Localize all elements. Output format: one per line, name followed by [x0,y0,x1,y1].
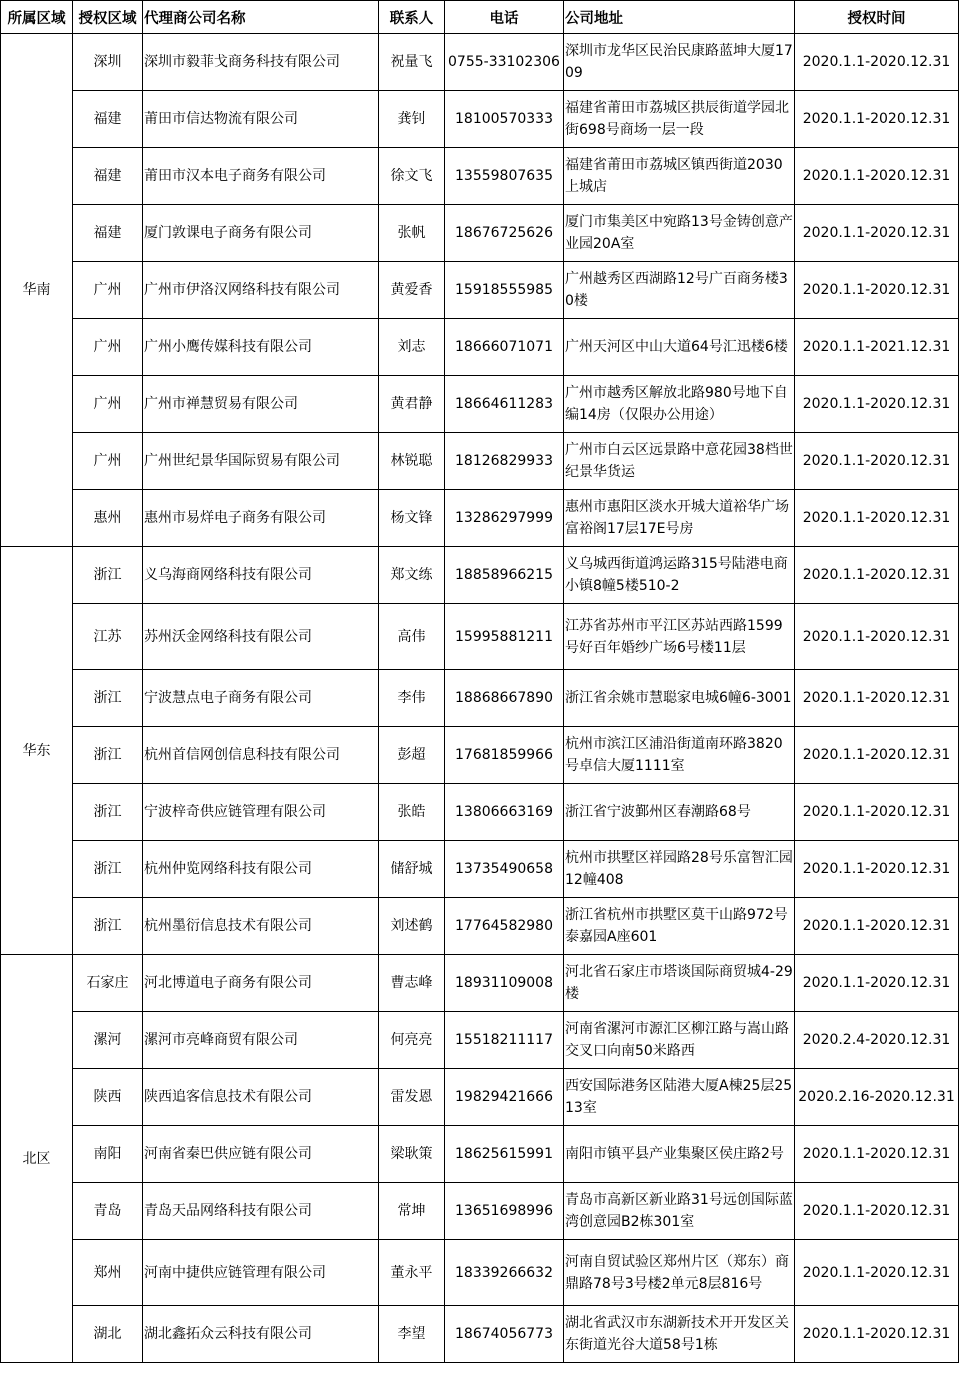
table-row [1,1183,959,1240]
cell-area: 浙江 [73,784,143,841]
cell-company: 广州小鹰传媒科技有限公司 [143,319,379,376]
cell-address: 福建省莆田市荔城区镇西街道2030上城店 [564,148,795,205]
cell-company: 宁波慧点电子商务有限公司 [143,670,379,727]
cell-area: 湖北 [73,1306,143,1363]
cell-contact: 李伟 [379,670,445,727]
table-row [1,1306,959,1363]
cell-area: 青岛 [73,1183,143,1240]
cell-region: 华南 [1,34,73,547]
cell-address: 浙江省宁波鄞州区春潮路68号 [564,784,795,841]
cell-company: 湖北鑫拓众云科技有限公司 [143,1306,379,1363]
table-row [1,670,959,727]
cell-period: 2020.1.1-2020.12.31 [795,91,959,148]
cell-contact: 郑文练 [379,547,445,604]
table-row [1,727,959,784]
cell-contact: 黄爱香 [379,262,445,319]
cell-address: 浙江省余姚市慧聪家电城6幢6-3001 [564,670,795,727]
cell-area: 广州 [73,262,143,319]
cell-contact: 董永平 [379,1240,445,1306]
cell-period: 2020.1.1-2020.12.31 [795,1240,959,1306]
cell-address: 杭州市滨江区浦沿街道南环路3820号卓信大厦1111室 [564,727,795,784]
cell-company: 青岛天品网络科技有限公司 [143,1183,379,1240]
cell-region: 北区 [1,955,73,1363]
cell-phone: 18676725626 [445,205,564,262]
cell-address: 河南自贸试验区郑州片区（郑东）商鼎路78号3号楼2单元8层816号 [564,1240,795,1306]
cell-address: 湖北省武汉市东湖新技术开开发区关东街道光谷大道58号1栋 [564,1306,795,1363]
cell-address: 河北省石家庄市塔谈国际商贸城4-29楼 [564,955,795,1012]
cell-phone: 13559807635 [445,148,564,205]
table-row [1,784,959,841]
cell-contact: 彭超 [379,727,445,784]
cell-period: 2020.1.1-2020.12.31 [795,1183,959,1240]
cell-period: 2020.1.1-2020.12.31 [795,433,959,490]
table-row [1,1126,959,1183]
cell-phone: 18931109008 [445,955,564,1012]
cell-address: 浙江省杭州市拱墅区莫干山路972号泰嘉园A座601 [564,898,795,955]
cell-area: 郑州 [73,1240,143,1306]
cell-contact: 高伟 [379,604,445,670]
cell-phone: 17681859966 [445,727,564,784]
cell-company: 惠州市易烊电子商务有限公司 [143,490,379,547]
cell-contact: 徐文飞 [379,148,445,205]
table-row [1,1069,959,1126]
table-row [1,898,959,955]
cell-period: 2020.1.1-2020.12.31 [795,376,959,433]
cell-contact: 李望 [379,1306,445,1363]
cell-address: 深圳市龙华区民治民康路蓝坤大厦1709 [564,34,795,91]
cell-area: 深圳 [73,34,143,91]
cell-company: 义乌海商网络科技有限公司 [143,547,379,604]
table-row [1,604,959,670]
cell-phone: 15518211117 [445,1012,564,1069]
table-row [1,376,959,433]
cell-contact: 储舒城 [379,841,445,898]
cell-period: 2020.1.1-2020.12.31 [795,490,959,547]
header-row [1,1,959,34]
cell-phone: 0755-33102306 [445,34,564,91]
table-row [1,1012,959,1069]
cell-company: 苏州沃金网络科技有限公司 [143,604,379,670]
cell-period: 2020.1.1-2020.12.31 [795,1126,959,1183]
cell-period: 2020.1.1-2020.12.31 [795,604,959,670]
cell-period: 2020.1.1-2020.12.31 [795,205,959,262]
cell-company: 莆田市汉本电子商务有限公司 [143,148,379,205]
header-region: 所属区域 [1,1,73,34]
cell-area: 广州 [73,319,143,376]
cell-contact: 刘志 [379,319,445,376]
cell-company: 漯河市亮峰商贸有限公司 [143,1012,379,1069]
cell-area: 南阳 [73,1126,143,1183]
cell-area: 广州 [73,433,143,490]
cell-area: 浙江 [73,670,143,727]
header-contact: 联系人 [379,1,445,34]
table-row [1,547,959,604]
cell-period: 2020.1.1-2020.12.31 [795,148,959,205]
cell-address: 义乌城西街道鸿运路315号陆港电商小镇8幢5楼510-2 [564,547,795,604]
table-row [1,262,959,319]
cell-company: 杭州首信网创信息科技有限公司 [143,727,379,784]
cell-company: 宁波梓奇供应链管理有限公司 [143,784,379,841]
cell-phone: 13806663169 [445,784,564,841]
header-area: 授权区域 [73,1,143,34]
cell-address: 南阳市镇平县产业集聚区侯庄路2号 [564,1126,795,1183]
cell-phone: 18100570333 [445,91,564,148]
cell-period: 2020.1.1-2020.12.31 [795,262,959,319]
cell-phone: 17764582980 [445,898,564,955]
cell-company: 河北博道电子商务有限公司 [143,955,379,1012]
cell-area: 陕西 [73,1069,143,1126]
cell-phone: 18674056773 [445,1306,564,1363]
cell-period: 2020.1.1-2020.12.31 [795,670,959,727]
header-company: 代理商公司名称 [143,1,379,34]
cell-phone: 18339266632 [445,1240,564,1306]
cell-area: 浙江 [73,841,143,898]
table-body [1,34,959,1363]
cell-phone: 13286297999 [445,490,564,547]
table-row [1,433,959,490]
cell-phone: 19829421666 [445,1069,564,1126]
table-row [1,91,959,148]
cell-company: 河南中捷供应链管理有限公司 [143,1240,379,1306]
cell-address: 福建省莆田市荔城区拱辰街道学园北街698号商场一层一段 [564,91,795,148]
cell-area: 福建 [73,205,143,262]
cell-company: 杭州仲览网络科技有限公司 [143,841,379,898]
cell-area: 浙江 [73,727,143,784]
cell-period: 2020.1.1-2020.12.31 [795,898,959,955]
cell-contact: 祝量飞 [379,34,445,91]
cell-phone: 15918555985 [445,262,564,319]
table-row [1,490,959,547]
cell-company: 莆田市信达物流有限公司 [143,91,379,148]
cell-address: 河南省漯河市源汇区柳江路与嵩山路交叉口向南50米路西 [564,1012,795,1069]
cell-phone: 18664611283 [445,376,564,433]
cell-period: 2020.1.1-2020.12.31 [795,34,959,91]
cell-company: 河南省秦巴供应链有限公司 [143,1126,379,1183]
cell-contact: 何亮亮 [379,1012,445,1069]
table-row [1,205,959,262]
cell-contact: 林锐聪 [379,433,445,490]
cell-company: 陕西追客信息技术有限公司 [143,1069,379,1126]
cell-contact: 雷发恩 [379,1069,445,1126]
table-row [1,1240,959,1306]
cell-area: 福建 [73,148,143,205]
cell-contact: 梁耿策 [379,1126,445,1183]
cell-contact: 张帆 [379,205,445,262]
cell-phone: 13651698996 [445,1183,564,1240]
cell-contact: 刘述鹤 [379,898,445,955]
cell-area: 石家庄 [73,955,143,1012]
cell-region: 华东 [1,547,73,955]
cell-period: 2020.1.1-2020.12.31 [795,841,959,898]
cell-contact: 张皓 [379,784,445,841]
cell-area: 惠州 [73,490,143,547]
cell-period: 2020.1.1-2020.12.31 [795,727,959,784]
cell-phone: 18858966215 [445,547,564,604]
cell-address: 西安国际港务区陆港大厦A棟25层2513室 [564,1069,795,1126]
table-row [1,319,959,376]
cell-contact: 曹志峰 [379,955,445,1012]
cell-area: 漯河 [73,1012,143,1069]
cell-address: 广州越秀区西湖路12号广百商务楼30楼 [564,262,795,319]
cell-area: 浙江 [73,898,143,955]
cell-company: 厦门敦课电子商务有限公司 [143,205,379,262]
table-row [1,34,959,91]
cell-area: 江苏 [73,604,143,670]
cell-period: 2020.2.16-2020.12.31 [795,1069,959,1126]
cell-contact: 常坤 [379,1183,445,1240]
cell-contact: 龚钊 [379,91,445,148]
cell-phone: 15995881211 [445,604,564,670]
header-phone: 电话 [445,1,564,34]
cell-period: 2020.1.1-2020.12.31 [795,547,959,604]
cell-area: 福建 [73,91,143,148]
cell-phone: 18666071071 [445,319,564,376]
cell-address: 广州市越秀区解放北路980号地下自编14房（仅限办公用途） [564,376,795,433]
cell-phone: 18625615991 [445,1126,564,1183]
cell-period: 2020.1.1-2020.12.31 [795,955,959,1012]
cell-address: 青岛市高新区新业路31号远创国际蓝湾创意园B2栋301室 [564,1183,795,1240]
cell-period: 2020.1.1-2021.12.31 [795,319,959,376]
cell-company: 杭州墨衍信息技术有限公司 [143,898,379,955]
cell-company: 广州市伊洛汉网络科技有限公司 [143,262,379,319]
table-row [1,148,959,205]
cell-company: 广州世纪景华国际贸易有限公司 [143,433,379,490]
table-row [1,841,959,898]
table-row [1,955,959,1012]
cell-period: 2020.1.1-2020.12.31 [795,1306,959,1363]
cell-area: 广州 [73,376,143,433]
cell-address: 厦门市集美区中宛路13号金铸创意产业园20A室 [564,205,795,262]
cell-phone: 18868667890 [445,670,564,727]
cell-period: 2020.2.4-2020.12.31 [795,1012,959,1069]
cell-address: 惠州市惠阳区淡水开城大道裕华广场富裕阁17层17E号房 [564,490,795,547]
cell-address: 广州天河区中山大道64号汇迅楼6楼 [564,319,795,376]
header-address: 公司地址 [564,1,795,34]
cell-company: 广州市禅慧贸易有限公司 [143,376,379,433]
cell-area: 浙江 [73,547,143,604]
cell-period: 2020.1.1-2020.12.31 [795,784,959,841]
cell-address: 江苏省苏州市平江区苏站西路1599号好百年婚纱广场6号楼11层 [564,604,795,670]
cell-address: 广州市白云区远景路中意花园38档世纪景华货运 [564,433,795,490]
header-period: 授权时间 [795,1,959,34]
cell-address: 杭州市拱墅区祥园路28号乐富智汇园12幢408 [564,841,795,898]
cell-company: 深圳市毅菲戈商务科技有限公司 [143,34,379,91]
cell-phone: 13735490658 [445,841,564,898]
cell-contact: 杨文锋 [379,490,445,547]
cell-contact: 黄君静 [379,376,445,433]
cell-phone: 18126829933 [445,433,564,490]
